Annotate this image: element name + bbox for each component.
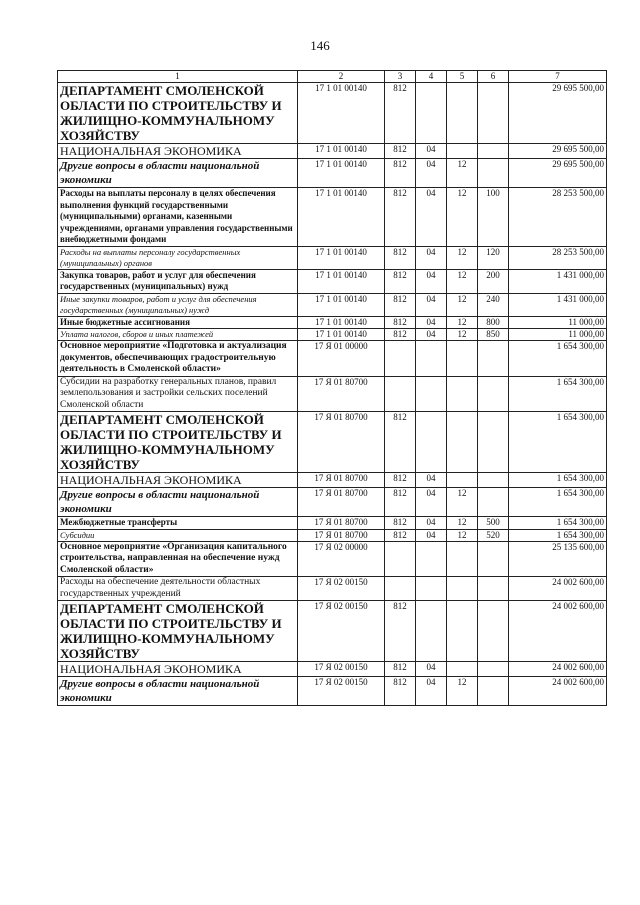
subsection-code-cell <box>447 341 478 377</box>
section-code-cell: 04 <box>416 246 447 269</box>
subsection-code-cell: 12 <box>447 529 478 541</box>
ministry-code-cell: 812 <box>385 601 416 662</box>
subsection-code-cell: 12 <box>447 329 478 341</box>
target-code-cell: 17 Я 02 00150 <box>298 601 385 662</box>
subsection-code-cell: 12 <box>447 246 478 269</box>
amount-cell: 29 695 500,00 <box>509 159 607 188</box>
amount-cell: 24 002 600,00 <box>509 601 607 662</box>
expense-type-cell <box>478 677 509 706</box>
table-row <box>58 488 607 517</box>
row-name-cell: ДЕПАРТАМЕНТ СМОЛЕНСКОЙ ОБЛАСТИ ПО СТРОИТЕЛЬСТВУ И ЖИЛИЩНО-КОММУНАЛЬНОМУ ХОЗЯЙСТВУ <box>58 83 298 144</box>
target-code-cell: 17 Я 01 80700 <box>298 529 385 541</box>
row-name-cell: НАЦИОНАЛЬНАЯ ЭКОНОМИКА <box>58 144 298 159</box>
subsection-code-cell: 12 <box>447 159 478 188</box>
section-code-cell: 04 <box>416 488 447 517</box>
column-header: 5 <box>447 71 478 83</box>
subsection-code-cell: 12 <box>447 488 478 517</box>
row-name-cell: НАЦИОНАЛЬНАЯ ЭКОНОМИКА <box>58 662 298 677</box>
table-row <box>58 83 607 144</box>
expense-type-cell: 850 <box>478 329 509 341</box>
ministry-code-cell: 812 <box>385 246 416 269</box>
section-code-cell: 04 <box>416 293 447 316</box>
amount-cell: 1 654 300,00 <box>509 517 607 530</box>
section-code-cell <box>416 376 447 412</box>
section-code-cell: 04 <box>416 329 447 341</box>
amount-cell: 1 654 300,00 <box>509 376 607 412</box>
amount-cell: 29 695 500,00 <box>509 83 607 144</box>
target-code-cell: 17 Я 02 00000 <box>298 541 385 577</box>
target-code-cell: 17 1 01 00140 <box>298 269 385 293</box>
expense-type-cell <box>478 159 509 188</box>
target-code-cell: 17 1 01 00140 <box>298 144 385 159</box>
ministry-code-cell <box>385 577 416 601</box>
target-code-cell: 17 Я 01 80700 <box>298 473 385 488</box>
table-row <box>58 293 607 316</box>
section-code-cell: 04 <box>416 473 447 488</box>
expense-type-cell <box>478 376 509 412</box>
table-row <box>58 144 607 159</box>
ministry-code-cell: 812 <box>385 473 416 488</box>
target-code-cell: 17 1 01 00140 <box>298 329 385 341</box>
ministry-code-cell: 812 <box>385 662 416 677</box>
table-row <box>58 246 607 269</box>
row-name-cell: Основное мероприятие «Подготовка и актуализация документов, обеспечивающих градостроительную деятельность в Смоленской области» <box>58 341 298 377</box>
ministry-code-cell <box>385 541 416 577</box>
table-row <box>58 316 607 329</box>
section-code-cell: 04 <box>416 677 447 706</box>
subsection-code-cell: 12 <box>447 293 478 316</box>
ministry-code-cell: 812 <box>385 329 416 341</box>
expense-type-cell <box>478 541 509 577</box>
ministry-code-cell: 812 <box>385 159 416 188</box>
section-code-cell: 04 <box>416 159 447 188</box>
table-row <box>58 517 607 530</box>
section-code-cell: 04 <box>416 529 447 541</box>
target-code-cell: 17 Я 02 00150 <box>298 577 385 601</box>
target-code-cell: 17 Я 01 80700 <box>298 376 385 412</box>
ministry-code-cell: 812 <box>385 677 416 706</box>
expense-type-cell <box>478 577 509 601</box>
table-row <box>58 188 607 247</box>
amount-cell: 1 654 300,00 <box>509 412 607 473</box>
section-code-cell: 04 <box>416 269 447 293</box>
target-code-cell: 17 1 01 00140 <box>298 246 385 269</box>
table-body <box>58 71 607 706</box>
target-code-cell: 17 Я 02 00150 <box>298 662 385 677</box>
amount-cell: 1 654 300,00 <box>509 341 607 377</box>
subsection-code-cell: 12 <box>447 188 478 247</box>
target-code-cell: 17 Я 01 00000 <box>298 341 385 377</box>
target-code-cell: 17 Я 01 80700 <box>298 488 385 517</box>
column-header: 1 <box>58 71 298 83</box>
expense-type-cell <box>478 144 509 159</box>
target-code-cell: 17 Я 01 80700 <box>298 412 385 473</box>
column-header: 2 <box>298 71 385 83</box>
amount-cell: 1 431 000,00 <box>509 293 607 316</box>
section-code-cell: 04 <box>416 517 447 530</box>
subsection-code-cell <box>447 601 478 662</box>
row-name-cell: Иные бюджетные ассигнования <box>58 316 298 329</box>
row-name-cell: Иные закупки товаров, работ и услуг для обеспечения государственных (муниципальных) нужд <box>58 293 298 316</box>
ministry-code-cell: 812 <box>385 188 416 247</box>
table-row <box>58 601 607 662</box>
row-name-cell: Уплата налогов, сборов и иных платежей <box>58 329 298 341</box>
row-name-cell: Другие вопросы в области национальной экономики <box>58 677 298 706</box>
ministry-code-cell: 812 <box>385 293 416 316</box>
subsection-code-cell: 12 <box>447 517 478 530</box>
expense-type-cell: 200 <box>478 269 509 293</box>
column-header: 3 <box>385 71 416 83</box>
row-name-cell: Расходы на выплаты персоналу в целях обеспечения выполнения функций государственными (муниципальными) органами, казенными учреждениями, органами управления государственными внебюджетными фондами <box>58 188 298 247</box>
row-name-cell: Другие вопросы в области национальной экономики <box>58 488 298 517</box>
row-name-cell: Расходы на выплаты персоналу государственных (муниципальных) органов <box>58 246 298 269</box>
section-code-cell <box>416 577 447 601</box>
table-row <box>58 541 607 577</box>
table-row <box>58 412 607 473</box>
amount-cell: 11 000,00 <box>509 329 607 341</box>
target-code-cell: 17 1 01 00140 <box>298 316 385 329</box>
expense-type-cell: 100 <box>478 188 509 247</box>
section-code-cell: 04 <box>416 316 447 329</box>
column-number-row <box>58 71 607 83</box>
table-row <box>58 329 607 341</box>
row-name-cell: ДЕПАРТАМЕНТ СМОЛЕНСКОЙ ОБЛАСТИ ПО СТРОИТЕЛЬСТВУ И ЖИЛИЩНО-КОММУНАЛЬНОМУ ХОЗЯЙСТВУ <box>58 412 298 473</box>
budget-table <box>57 70 607 706</box>
amount-cell: 28 253 500,00 <box>509 188 607 247</box>
expense-type-cell <box>478 412 509 473</box>
subsection-code-cell <box>447 473 478 488</box>
section-code-cell <box>416 601 447 662</box>
expense-type-cell <box>478 662 509 677</box>
expense-type-cell <box>478 488 509 517</box>
amount-cell: 1 654 300,00 <box>509 529 607 541</box>
ministry-code-cell: 812 <box>385 529 416 541</box>
ministry-code-cell: 812 <box>385 412 416 473</box>
target-code-cell: 17 Я 02 00150 <box>298 677 385 706</box>
expense-type-cell <box>478 83 509 144</box>
table-row <box>58 159 607 188</box>
row-name-cell: Субсидии <box>58 529 298 541</box>
amount-cell: 24 002 600,00 <box>509 662 607 677</box>
row-name-cell: НАЦИОНАЛЬНАЯ ЭКОНОМИКА <box>58 473 298 488</box>
target-code-cell: 17 Я 01 80700 <box>298 517 385 530</box>
section-code-cell: 04 <box>416 662 447 677</box>
table-row <box>58 341 607 377</box>
amount-cell: 28 253 500,00 <box>509 246 607 269</box>
section-code-cell <box>416 412 447 473</box>
amount-cell: 1 654 300,00 <box>509 488 607 517</box>
expense-type-cell <box>478 601 509 662</box>
table-row <box>58 269 607 293</box>
target-code-cell: 17 1 01 00140 <box>298 188 385 247</box>
ministry-code-cell: 812 <box>385 316 416 329</box>
row-name-cell: Расходы на обеспечение деятельности областных государственных учреждений <box>58 577 298 601</box>
amount-cell: 24 002 600,00 <box>509 677 607 706</box>
expense-type-cell: 800 <box>478 316 509 329</box>
column-header: 4 <box>416 71 447 83</box>
expense-type-cell <box>478 473 509 488</box>
target-code-cell: 17 1 01 00140 <box>298 293 385 316</box>
subsection-code-cell: 12 <box>447 316 478 329</box>
amount-cell: 1 431 000,00 <box>509 269 607 293</box>
row-name-cell: Основное мероприятие «Организация капитального строительства, направленная на обеспечение нужд Смоленской области» <box>58 541 298 577</box>
ministry-code-cell <box>385 341 416 377</box>
subsection-code-cell <box>447 541 478 577</box>
subsection-code-cell <box>447 83 478 144</box>
ministry-code-cell: 812 <box>385 269 416 293</box>
subsection-code-cell <box>447 662 478 677</box>
row-name-cell: Субсидии на разработку генеральных планов, правил землепользования и застройки сельских поселений Смоленской области <box>58 376 298 412</box>
subsection-code-cell: 12 <box>447 269 478 293</box>
column-header: 6 <box>478 71 509 83</box>
subsection-code-cell <box>447 144 478 159</box>
row-name-cell: Межбюджетные трансферты <box>58 517 298 530</box>
table-row <box>58 662 607 677</box>
ministry-code-cell: 812 <box>385 488 416 517</box>
ministry-code-cell <box>385 376 416 412</box>
amount-cell: 24 002 600,00 <box>509 577 607 601</box>
ministry-code-cell: 812 <box>385 144 416 159</box>
row-name-cell: Закупка товаров, работ и услуг для обеспечения государственных (муниципальных) нужд <box>58 269 298 293</box>
section-code-cell <box>416 341 447 377</box>
subsection-code-cell: 12 <box>447 677 478 706</box>
row-name-cell: Другие вопросы в области национальной экономики <box>58 159 298 188</box>
expense-type-cell <box>478 341 509 377</box>
table-row <box>58 376 607 412</box>
amount-cell: 25 135 600,00 <box>509 541 607 577</box>
target-code-cell: 17 1 01 00140 <box>298 83 385 144</box>
amount-cell: 1 654 300,00 <box>509 473 607 488</box>
column-header: 7 <box>509 71 607 83</box>
amount-cell: 29 695 500,00 <box>509 144 607 159</box>
table-row <box>58 677 607 706</box>
section-code-cell <box>416 541 447 577</box>
table-row <box>58 577 607 601</box>
expense-type-cell: 240 <box>478 293 509 316</box>
subsection-code-cell <box>447 376 478 412</box>
ministry-code-cell: 812 <box>385 83 416 144</box>
expense-type-cell: 120 <box>478 246 509 269</box>
expense-type-cell: 520 <box>478 529 509 541</box>
section-code-cell: 04 <box>416 144 447 159</box>
section-code-cell: 04 <box>416 188 447 247</box>
subsection-code-cell <box>447 577 478 601</box>
expense-type-cell: 500 <box>478 517 509 530</box>
target-code-cell: 17 1 01 00140 <box>298 159 385 188</box>
row-name-cell: ДЕПАРТАМЕНТ СМОЛЕНСКОЙ ОБЛАСТИ ПО СТРОИТЕЛЬСТВУ И ЖИЛИЩНО-КОММУНАЛЬНОМУ ХОЗЯЙСТВУ <box>58 601 298 662</box>
ministry-code-cell: 812 <box>385 517 416 530</box>
table-row <box>58 473 607 488</box>
amount-cell: 11 000,00 <box>509 316 607 329</box>
subsection-code-cell <box>447 412 478 473</box>
page-number: 146 <box>310 38 330 53</box>
section-code-cell <box>416 83 447 144</box>
table-row <box>58 529 607 541</box>
